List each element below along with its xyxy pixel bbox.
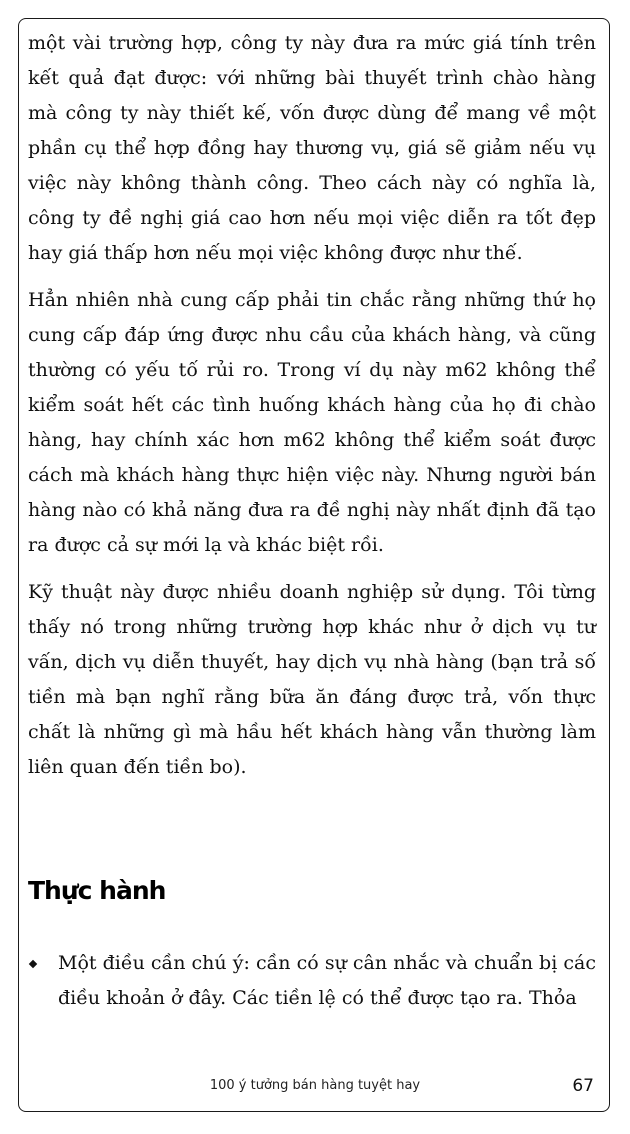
list-item-text: Một điều cần chú ý: cần có sự cân nhắc và chuẩn bị các điều khoản ở đây. Các tiền lệ có thể được tạo ra. Thỏa [58,952,596,1009]
page-number: 67 [572,1076,594,1096]
footer-book-title: 100 ý tưởng bán hàng tuyệt hay [209,1078,421,1093]
section-title: Thực hành [28,876,166,905]
bullet-diamond-icon [29,960,37,968]
paragraph-1: một vài trường hợp, công ty này đưa ra mức giá tính trên kết quả đạt được: với những bài thuyết trình chào hàng mà công ty này thiết kế, vốn được dùng để mang về một phần cụ thể hợp đồng hay thương vụ, giá sẽ giảm nếu vụ việc này không thành công. Theo cách này có nghĩa là, công ty đề nghị giá cao hơn nếu mọi việc diễn ra tốt đẹp hay giá thấp hơn nếu mọi việc không được như thế. [28,32,596,264]
paragraph-3: Kỹ thuật này được nhiều doanh nghiệp sử dụng. Tôi từng thấy nó trong những trường hợp khác như ở dịch vụ tư vấn, dịch vụ diễn thuyết, hay dịch vụ nhà hàng (bạn trả số tiền mà bạn nghĩ rằng bữa ăn đáng được trả, vốn thực chất là những gì mà hầu hết khách hàng vẫn thường làm liên quan đến tiền bo). [28,581,596,778]
paragraph-2: Hẳn nhiên nhà cung cấp phải tin chắc rằng những thứ họ cung cấp đáp ứng được nhu cầu của khách hàng, và cũng thường có yếu tố rủi ro. Trong ví dụ này m62 không thể kiểm soát hết các tình huống khách hàng của họ đi chào hàng, hay chính xác hơn m62 không thể kiểm soát được cách mà khách hàng thực hiện việc này. Nhưng người bán hàng nào có khả năng đưa ra đề nghị này nhất định đã tạo ra được cả sự mới lạ và khác biệt rồi. [28,289,596,556]
practice-list [28,946,596,1016]
list-item [28,946,596,1016]
body-text [28,26,596,797]
